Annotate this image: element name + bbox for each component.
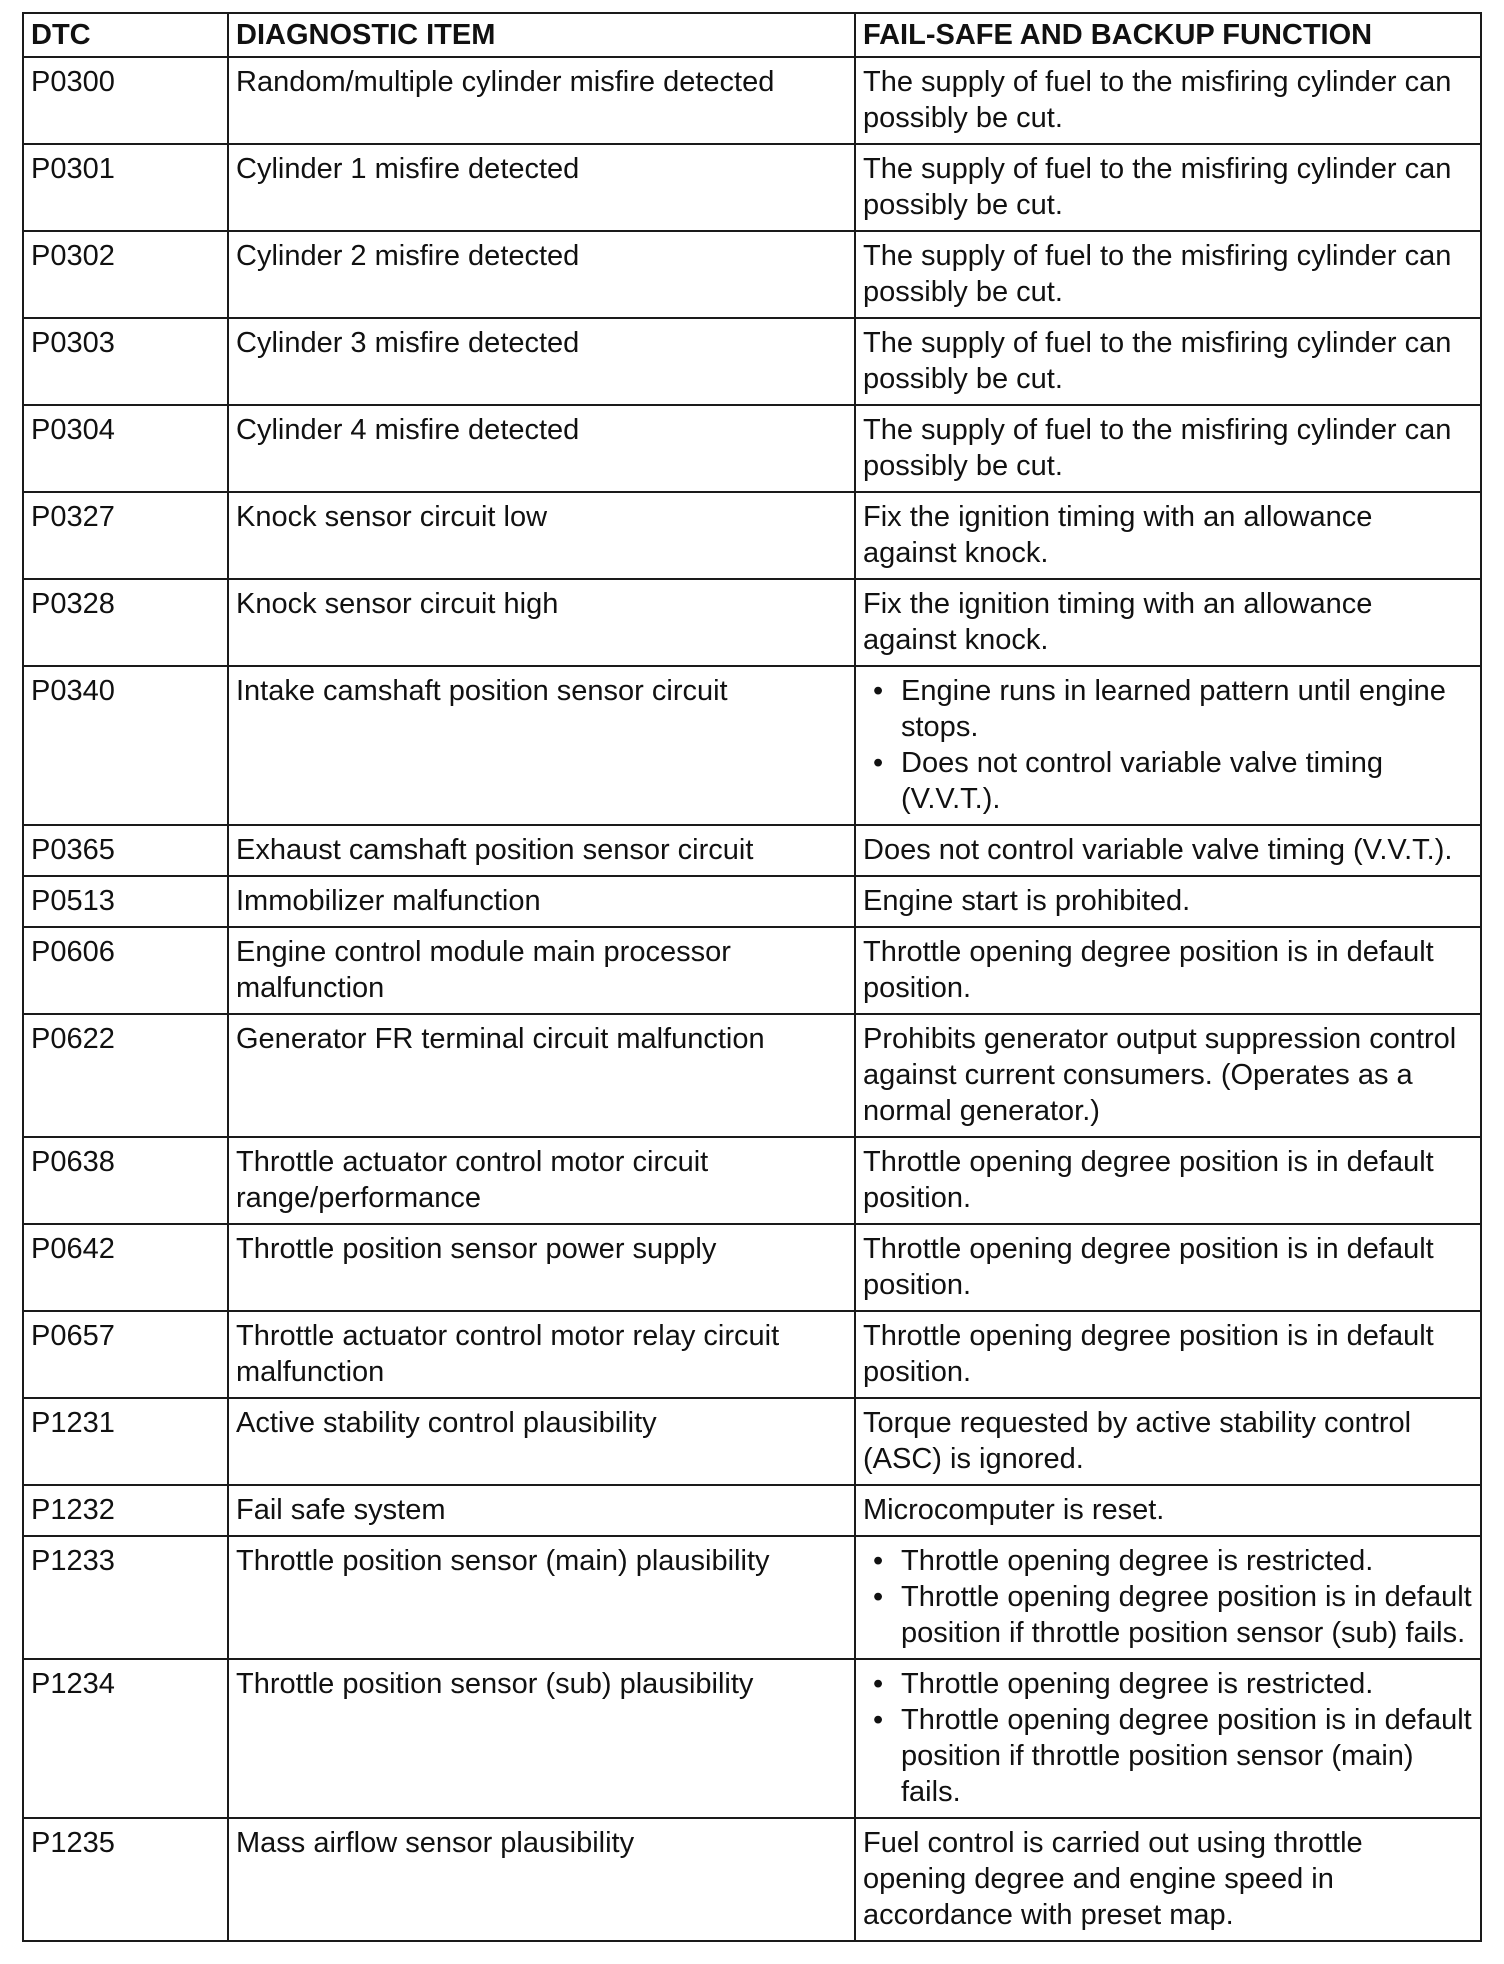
dtc-code-cell: P0327: [23, 492, 228, 579]
fail-safe-function-cell: [855, 405, 1481, 492]
dtc-code-cell: P1232: [23, 1485, 228, 1536]
fail-safe-function-cell: [855, 1014, 1481, 1137]
fail-safe-text: Throttle opening degree position is in default position.: [863, 936, 1434, 1004]
fail-safe-function-cell: [855, 57, 1481, 144]
diagnostic-item-cell: Cylinder 3 misfire detected: [228, 318, 855, 405]
table-row: [23, 405, 1481, 492]
fail-safe-bullet-item: • Throttle opening degree position is in default position if throttle position sensor (main) fails.: [863, 1702, 1473, 1810]
fail-safe-function-cell: [855, 1659, 1481, 1818]
table-header: [23, 13, 1481, 57]
dtc-code-cell: P0300: [23, 57, 228, 144]
table-row: [23, 57, 1481, 144]
diagnostic-item-cell: Active stability control plausibility: [228, 1398, 855, 1485]
diagnostic-item-cell: Exhaust camshaft position sensor circuit: [228, 825, 855, 876]
fail-safe-text: Throttle opening degree position is in default position.: [863, 1233, 1434, 1301]
table-row: [23, 1398, 1481, 1485]
fail-safe-function-cell: [855, 492, 1481, 579]
fail-safe-text: Fix the ignition timing with an allowance against knock.: [863, 501, 1373, 569]
table-row: [23, 579, 1481, 666]
fail-safe-function-cell: [855, 1311, 1481, 1398]
dtc-code-cell: P0606: [23, 927, 228, 1014]
fail-safe-text: Throttle opening degree position is in default position.: [863, 1146, 1434, 1214]
fail-safe-function-cell: [855, 1398, 1481, 1485]
fail-safe-bullet-item: • Throttle opening degree position is in default position if throttle position sensor (sub) fails.: [863, 1579, 1473, 1651]
fail-safe-function-cell: [855, 144, 1481, 231]
fail-safe-bullet-item: • Throttle opening degree is restricted.: [863, 1543, 1473, 1579]
fail-safe-bullet-item: • Throttle opening degree is restricted.: [863, 1666, 1473, 1702]
table-row: [23, 666, 1481, 825]
diagnostic-item-cell: Throttle position sensor (main) plausibility: [228, 1536, 855, 1659]
fail-safe-bullet-item: • Does not control variable valve timing (V.V.T.).: [863, 745, 1473, 817]
fail-safe-bullet-list: [863, 1543, 1473, 1651]
diagnostic-item-cell: Throttle position sensor (sub) plausibility: [228, 1659, 855, 1818]
fail-safe-text: Engine start is prohibited.: [863, 885, 1191, 917]
fail-safe-text: The supply of fuel to the misfiring cylinder can possibly be cut.: [863, 153, 1452, 221]
fail-safe-function-cell: [855, 231, 1481, 318]
dtc-code-cell: P1235: [23, 1818, 228, 1941]
dtc-fail-safe-table: [22, 12, 1482, 1942]
dtc-code-cell: P0328: [23, 579, 228, 666]
dtc-code-cell: P1233: [23, 1536, 228, 1659]
fail-safe-text: Does not control variable valve timing (V.V.T.).: [863, 834, 1453, 866]
diagnostic-item-cell: Random/multiple cylinder misfire detected: [228, 57, 855, 144]
fail-safe-function-cell: [855, 876, 1481, 927]
header-diagnostic-item: DIAGNOSTIC ITEM: [228, 13, 855, 57]
fail-safe-text: The supply of fuel to the misfiring cylinder can possibly be cut.: [863, 327, 1452, 395]
table-body: [23, 57, 1481, 1941]
table-row: [23, 1224, 1481, 1311]
table-row: [23, 825, 1481, 876]
table-row: [23, 1818, 1481, 1941]
fail-safe-function-cell: [855, 666, 1481, 825]
diagnostic-item-cell: Cylinder 2 misfire detected: [228, 231, 855, 318]
diagnostic-item-cell: Intake camshaft position sensor circuit: [228, 666, 855, 825]
fail-safe-bullet-list: [863, 673, 1473, 817]
table-row: [23, 876, 1481, 927]
dtc-code-cell: P0622: [23, 1014, 228, 1137]
fail-safe-function-cell: [855, 1818, 1481, 1941]
dtc-fail-safe-table-sheet: [22, 12, 1480, 1942]
fail-safe-bullet-item: • Engine runs in learned pattern until engine stops.: [863, 673, 1473, 745]
diagnostic-item-cell: Knock sensor circuit high: [228, 579, 855, 666]
table-row: [23, 1485, 1481, 1536]
fail-safe-text: Fix the ignition timing with an allowance against knock.: [863, 588, 1373, 656]
fail-safe-function-cell: [855, 1224, 1481, 1311]
table-row: [23, 1536, 1481, 1659]
header-fail-safe-function: FAIL-SAFE AND BACKUP FUNCTION: [855, 13, 1481, 57]
fail-safe-text: Throttle opening degree position is in default position.: [863, 1320, 1434, 1388]
fail-safe-function-cell: [855, 318, 1481, 405]
table-row: [23, 318, 1481, 405]
diagnostic-item-cell: Immobilizer malfunction: [228, 876, 855, 927]
fail-safe-function-cell: [855, 927, 1481, 1014]
diagnostic-item-cell: Mass airflow sensor plausibility: [228, 1818, 855, 1941]
fail-safe-bullet-list: [863, 1666, 1473, 1810]
diagnostic-item-cell: Throttle actuator control motor circuit range/performance: [228, 1137, 855, 1224]
table-row: [23, 1311, 1481, 1398]
fail-safe-function-cell: [855, 1536, 1481, 1659]
fail-safe-text: The supply of fuel to the misfiring cylinder can possibly be cut.: [863, 414, 1452, 482]
dtc-code-cell: P0302: [23, 231, 228, 318]
fail-safe-text: Torque requested by active stability control (ASC) is ignored.: [863, 1407, 1412, 1475]
header-row: [23, 13, 1481, 57]
diagnostic-item-cell: Cylinder 4 misfire detected: [228, 405, 855, 492]
diagnostic-item-cell: Fail safe system: [228, 1485, 855, 1536]
fail-safe-function-cell: [855, 1137, 1481, 1224]
fail-safe-text: The supply of fuel to the misfiring cylinder can possibly be cut.: [863, 240, 1452, 308]
table-row: [23, 927, 1481, 1014]
table-row: [23, 1659, 1481, 1818]
table-row: [23, 492, 1481, 579]
table-row: [23, 1014, 1481, 1137]
dtc-code-cell: P0638: [23, 1137, 228, 1224]
dtc-code-cell: P0657: [23, 1311, 228, 1398]
diagnostic-item-cell: Cylinder 1 misfire detected: [228, 144, 855, 231]
header-dtc: DTC: [23, 13, 228, 57]
dtc-code-cell: P0304: [23, 405, 228, 492]
diagnostic-item-cell: Knock sensor circuit low: [228, 492, 855, 579]
fail-safe-function-cell: [855, 1485, 1481, 1536]
dtc-code-cell: P0642: [23, 1224, 228, 1311]
diagnostic-item-cell: Throttle actuator control motor relay circuit malfunction: [228, 1311, 855, 1398]
diagnostic-item-cell: Throttle position sensor power supply: [228, 1224, 855, 1311]
dtc-code-cell: P0365: [23, 825, 228, 876]
fail-safe-function-cell: [855, 825, 1481, 876]
diagnostic-item-cell: Engine control module main processor malfunction: [228, 927, 855, 1014]
dtc-code-cell: P0303: [23, 318, 228, 405]
diagnostic-item-cell: Generator FR terminal circuit malfunction: [228, 1014, 855, 1137]
fail-safe-text: The supply of fuel to the misfiring cylinder can possibly be cut.: [863, 66, 1452, 134]
fail-safe-text: Prohibits generator output suppression control against current consumers. (Operates as a normal generator.): [863, 1023, 1457, 1127]
table-row: [23, 231, 1481, 318]
dtc-code-cell: P0301: [23, 144, 228, 231]
table-row: [23, 1137, 1481, 1224]
table-row: [23, 144, 1481, 231]
fail-safe-text: Microcomputer is reset.: [863, 1494, 1165, 1526]
dtc-code-cell: P0513: [23, 876, 228, 927]
fail-safe-text: Fuel control is carried out using throttle opening degree and engine speed in accordance with preset map.: [863, 1827, 1363, 1931]
fail-safe-function-cell: [855, 579, 1481, 666]
dtc-code-cell: P0340: [23, 666, 228, 825]
dtc-code-cell: P1231: [23, 1398, 228, 1485]
dtc-code-cell: P1234: [23, 1659, 228, 1818]
